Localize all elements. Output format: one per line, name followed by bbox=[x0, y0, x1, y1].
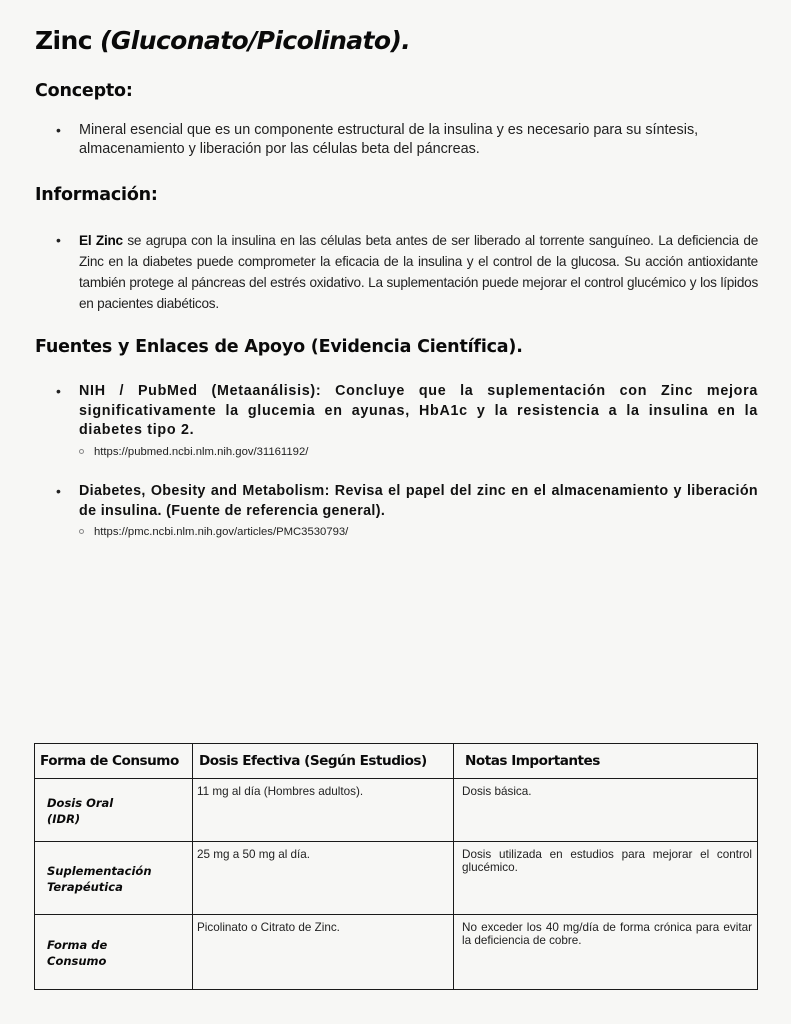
concepto-text: Mineral esencial que es un componente estructural de la insulina y es necesario para su síntesis, almacenamiento y liberación por las células beta del páncreas. bbox=[79, 122, 699, 157]
column-header: Dosis Efectiva (Según Estudios) bbox=[193, 744, 454, 779]
source-link[interactable]: https://pmc.ncbi.nlm.nih.gov/articles/PMC3530793/ bbox=[94, 526, 349, 538]
source-link[interactable]: https://pubmed.ncbi.nlm.nih.gov/31161192/ bbox=[94, 445, 309, 458]
dose-cell: 11 mg al día (Hombres adultos). bbox=[193, 779, 454, 842]
row-label-line: Forma de bbox=[47, 938, 108, 952]
informacion-bold-lead: El Zinc bbox=[79, 233, 123, 248]
row-label-line: Suplementación bbox=[47, 864, 152, 878]
note-cell: No exceder los 40 mg/día de forma crónica para evitar la deficiencia de cobre. bbox=[454, 915, 758, 990]
row-label-line: (IDR) bbox=[47, 812, 81, 826]
row-label bbox=[35, 915, 193, 990]
concepto-heading: Concepto: bbox=[35, 81, 133, 101]
column-header: Forma de Consumo bbox=[35, 744, 193, 779]
source-link-item bbox=[79, 524, 758, 540]
informacion-list-item bbox=[56, 230, 758, 314]
page-title bbox=[35, 26, 410, 55]
title-main: Zinc bbox=[35, 26, 101, 55]
table-row bbox=[35, 779, 758, 842]
bullet-icon: • bbox=[56, 122, 61, 138]
row-label bbox=[35, 842, 193, 915]
table-row bbox=[35, 915, 758, 990]
informacion-body: se agrupa con la insulina en las células beta antes de ser liberado al torrente sanguíneo. La deficiencia de Zinc en la diabetes puede comprometer la eficacia de la insulina y el control de la glucosa. Su acción antioxidante también protege al páncreas del estrés oxidativo. La suplementación puede mejorar el control glucémico y los lípidos en pacientes diabéticos. bbox=[79, 233, 758, 311]
source-list-item bbox=[56, 482, 758, 540]
note-cell: Dosis utilizada en estudios para mejorar el control glucémico. bbox=[454, 842, 758, 915]
fuentes-heading: Fuentes y Enlaces de Apoyo (Evidencia Científica). bbox=[35, 337, 523, 357]
informacion-text bbox=[79, 230, 758, 314]
dosage-table bbox=[34, 743, 758, 990]
bullet-icon: • bbox=[56, 383, 61, 399]
source-link-item bbox=[79, 444, 758, 460]
row-label-line: Dosis Oral bbox=[47, 796, 114, 810]
note-cell: Dosis básica. bbox=[454, 779, 758, 842]
source-description: NIH / PubMed (Metaanálisis): Concluye que la suplementación con Zinc mejora significativamente la glucemia en ayunas, HbA1c y la resistencia a la insulina en la diabetes tipo 2. bbox=[79, 383, 758, 438]
circle-bullet-icon bbox=[79, 529, 84, 534]
source-description: Diabetes, Obesity and Metabolism: Revisa el papel del zinc en el almacenamiento y liberación de insulina. (Fuente de referencia general). bbox=[79, 483, 758, 519]
source-list-item bbox=[56, 382, 758, 460]
bullet-icon: • bbox=[56, 232, 61, 248]
row-label bbox=[35, 779, 193, 842]
row-label-line: Terapéutica bbox=[47, 880, 123, 894]
column-header: Notas Importantes bbox=[454, 744, 758, 779]
concepto-list-item bbox=[56, 121, 758, 159]
dose-cell: 25 mg a 50 mg al día. bbox=[193, 842, 454, 915]
title-italic: (Gluconato/Picolinato). bbox=[100, 26, 411, 55]
dose-cell: Picolinato o Citrato de Zinc. bbox=[193, 915, 454, 990]
table-row bbox=[35, 842, 758, 915]
circle-bullet-icon bbox=[79, 449, 84, 454]
table-header-row bbox=[35, 744, 758, 779]
row-label-line: Consumo bbox=[47, 954, 107, 968]
informacion-heading: Información: bbox=[35, 185, 158, 205]
bullet-icon: • bbox=[56, 483, 61, 499]
